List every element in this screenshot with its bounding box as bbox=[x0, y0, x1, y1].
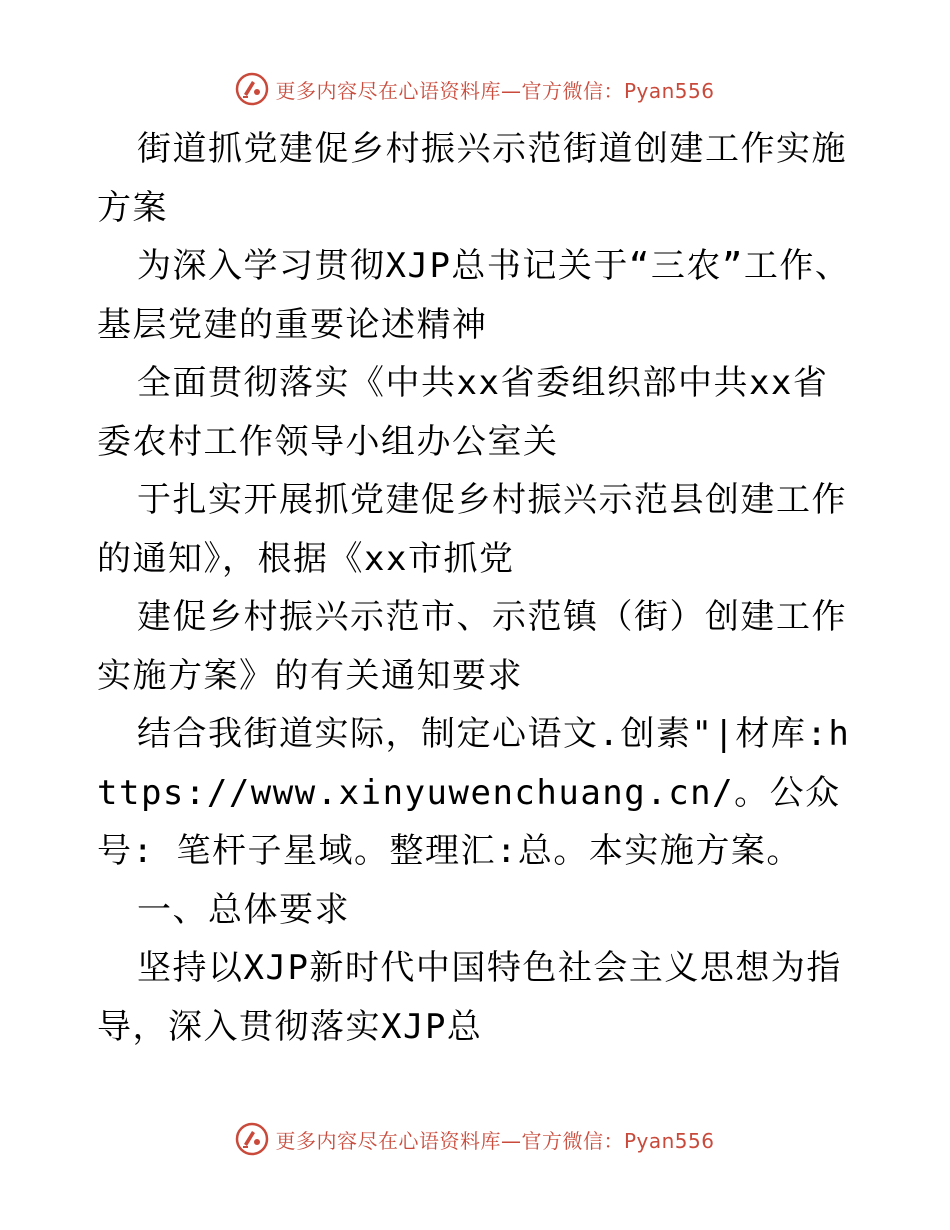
paragraph: 坚持以XJP新时代中国特色社会主义思想为指导，深入贯彻落实XJP总 bbox=[97, 948, 842, 1047]
header-banner bbox=[0, 72, 950, 106]
paragraph: 于扎实开展抓党建促乡村振兴示范县创建工作的通知》，根据《xx市抓党 bbox=[97, 480, 847, 579]
red-book-pen-logo-icon bbox=[235, 72, 269, 106]
paragraph: 建促乡村振兴示范市、示范镇（街）创建工作实施方案》的有关通知要求 bbox=[97, 597, 847, 696]
document-body bbox=[97, 120, 857, 1056]
footer-banner bbox=[0, 1122, 950, 1156]
section-heading: 一、总体要求 bbox=[137, 889, 350, 930]
paragraph: 为深入学习贯彻XJP总书记关于“三农”工作、基层党建的重要论述精神 bbox=[97, 246, 851, 345]
document-title: 街道抓党建促乡村振兴示范街道创建工作实施方案 bbox=[97, 129, 847, 228]
paragraph: 全面贯彻落实《中共xx省委组织部中共xx省委农村工作领导小组办公室关 bbox=[97, 363, 829, 462]
banner-text: 更多内容尽在心语资料库—官方微信：Pyan556 bbox=[275, 78, 715, 103]
banner-text: 更多内容尽在心语资料库—官方微信：Pyan556 bbox=[275, 1128, 715, 1153]
paragraph: 结合我街道实际，制定心语文.创素"|材库:https://www.xinyuwenchuang.cn/。公众号: 笔杆子星域。整理汇:总。本实施方案。 bbox=[97, 714, 851, 871]
red-book-pen-logo-icon bbox=[235, 1122, 269, 1156]
